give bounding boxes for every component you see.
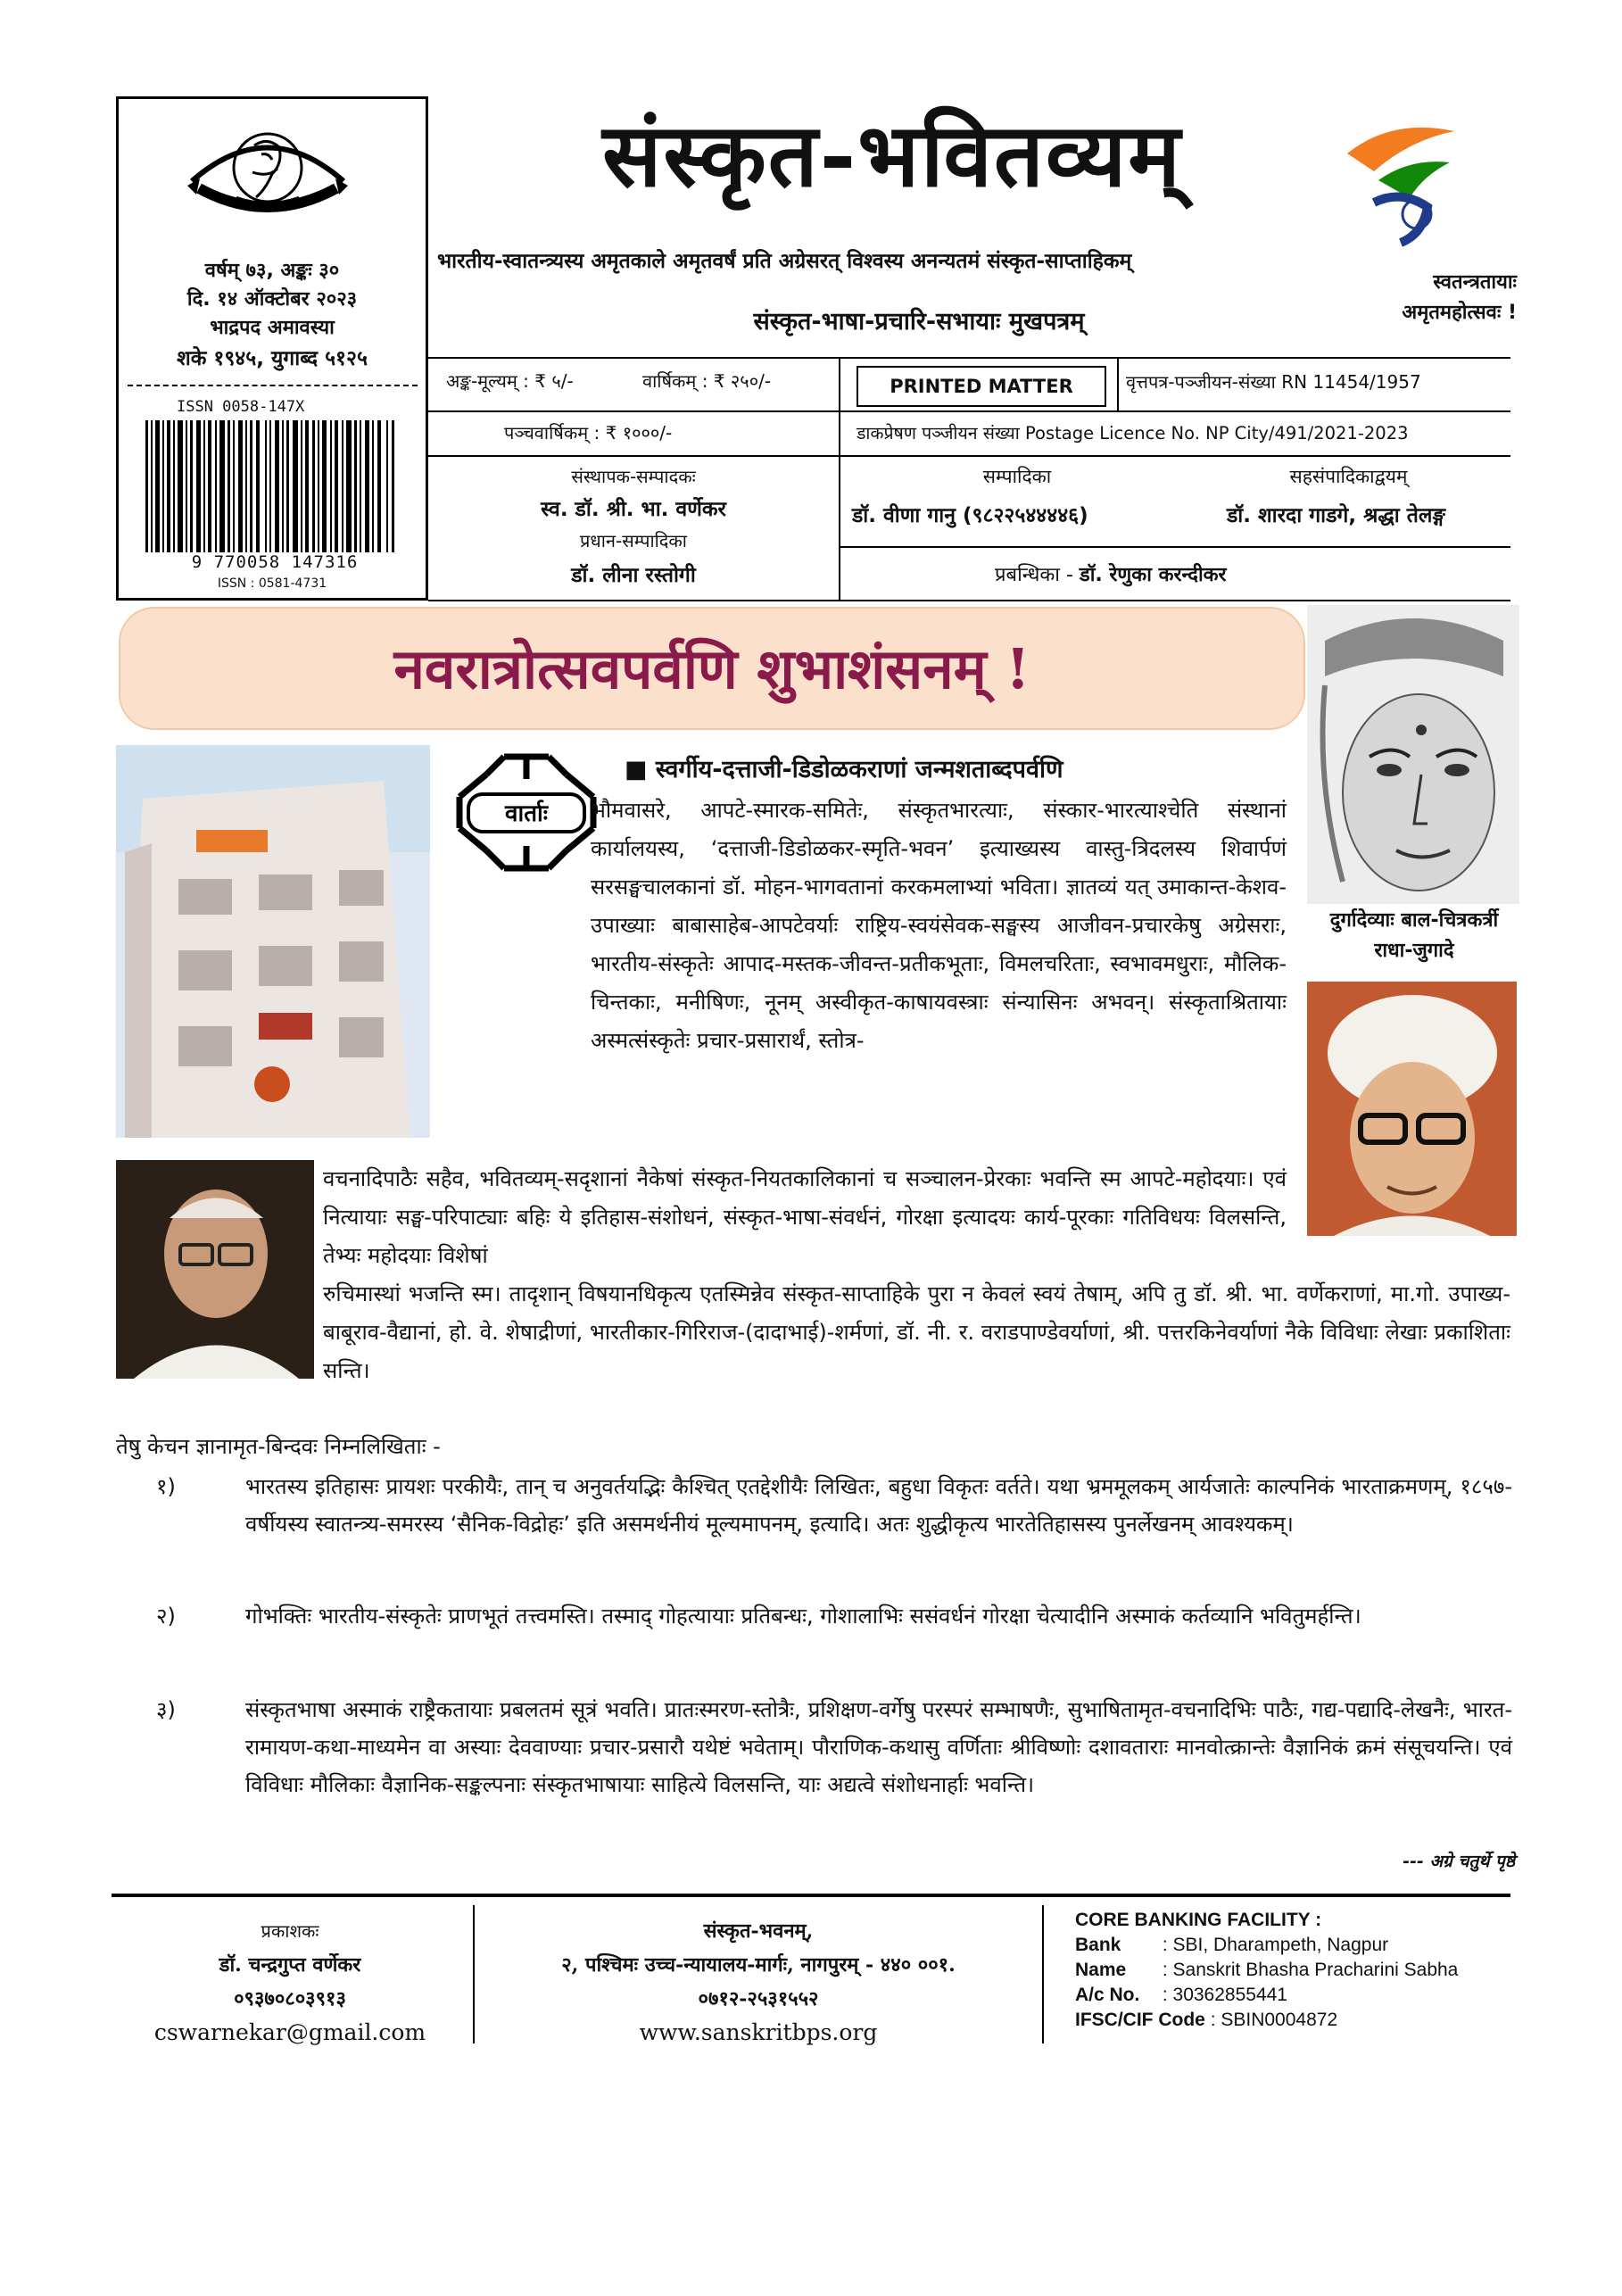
bank-value: : 30362855441 [1162, 1985, 1287, 2005]
dattaji-portrait-image [116, 1160, 314, 1379]
volume-issue: वर्षम् ७३, अङ्कः ३० [204, 260, 340, 282]
footer-rule [112, 1894, 1510, 1897]
apte-portrait-image [1307, 982, 1517, 1236]
masthead-tagline: संस्कृत-भाषा-प्रचारि-सभायाः मुखपत्रम् [753, 308, 1085, 336]
publisher-name: डॉ. चन्द्रगुप्त वर्णेकर [219, 1953, 361, 1977]
list-item [156, 1468, 1512, 1543]
publisher-phone: ०९३७०८०३९१३ [234, 1987, 346, 2010]
printed-matter-label: PRINTED MATTER [857, 366, 1106, 407]
bank-row [1075, 1958, 1521, 1983]
manager-name: डॉ. रेणुका करन्दीकर [1079, 564, 1227, 586]
website-link[interactable]: www.sanskritbps.org [639, 2019, 878, 2045]
issn-bottom: ISSN : 0581-4731 [217, 576, 327, 591]
bank-details [1075, 1908, 1521, 2033]
address-block [482, 1914, 1035, 2050]
publisher-label: प्रकाशकः [261, 1920, 319, 1942]
greeting-banner-text: नवरात्रोत्सवपर्वणि शुभाशंसनम् ! [393, 636, 1030, 701]
bank-title: CORE BANKING FACILITY : [1075, 1910, 1322, 1930]
price: अङ्क-मूल्यम् : ₹ ५/- [446, 370, 574, 392]
publisher-block [112, 1914, 468, 2050]
issue-tithi: भाद्रपद अमावस्या [210, 317, 335, 339]
azadi-line-1: स्वतन्त्रतायाः [1433, 271, 1517, 294]
news-badge-icon [451, 748, 602, 877]
bank-value: : Sanskrit Bhasha Pracharini Sabha [1162, 1960, 1459, 1980]
list-item-text: संस्कृतभाषा अस्माकं राष्ट्रैकतायाः प्रबलतमं सूत्रं भवति। प्रातःस्मरण-स्तोत्रैः, प्रशिक्षण-वर्गेषु परस्परं सम्भाषणैः, सुभाषितामृत-वचनादिभिः पाठैः, गद्य-पद्यादि-लेखनैः, भारत-रामायण-कथा-माध्यमेन वा अस्याः देववाण्याः प्रचार-प्रसारौ यथेष्टं भवेताम्। पौराणिक-कथासु वर्णिताः श्रीविष्णोः दशावताराः मानवोत्क्रान्तेः वैज्ञानिकं क्रमं संसूचयन्ति। एवं विविधाः मौलिकाः वैज्ञानिक-सङ्कल्पनाः संस्कृतभाषायाः साहित्ये विलसन्ति, याः अद्यत्वे संशोधनार्हाः भवन्ति। [245, 1697, 1512, 1797]
bank-row [1075, 1933, 1521, 1958]
postal-licence: डाकप्रेषण पञ्जीयन संख्या Postage Licence No. NP City/491/2021-2023 [857, 423, 1409, 443]
article-para-c [323, 1275, 1510, 1390]
azadi-logo-icon [1338, 118, 1463, 252]
bank-key: A/c No. [1075, 1985, 1140, 2005]
bank-key: Bank [1075, 1935, 1121, 1955]
coeditors-names: डॉ. शारदा गाडगे, श्रद्धा तेलङ्ग [1227, 504, 1445, 527]
article-list-intro: तेषु केचन ज्ञानामृत-बिन्दवः निम्नलिखिताः - [116, 1434, 441, 1459]
bank-key: Name [1075, 1960, 1127, 1980]
annual-subscription: वार्षिकम् : ₹ २५०/- [642, 370, 772, 392]
news-badge-label: वार्ताः [505, 800, 548, 827]
barcode [145, 420, 400, 572]
masthead-subtitle: भारतीय-स्वातन्त्र्यस्य अमृतकाले अमृतवर्षं प्रति अग्रेसरत् विश्वस्य अनन्यतमं संस्कृत-साप्ताहिकम् [437, 250, 1132, 273]
rule [428, 410, 1510, 412]
barcode-number: 9 770058 147316 [145, 552, 404, 572]
rule [1042, 1905, 1044, 2043]
bank-row [1075, 1983, 1521, 2008]
issue-info-box [116, 96, 428, 601]
registration-number: वृत्तपत्र-पञ्जीयन-संख्या RN 11454/1957 [1126, 371, 1421, 393]
durga-caption [1298, 906, 1530, 966]
bank-key: IFSC/CIF Code [1075, 2010, 1205, 2030]
founder-name: स्व. डॉ. श्री. भा. वर्णेकर [541, 498, 726, 521]
rule [839, 546, 1510, 548]
masthead-title: संस्कृत-भवितव्यम् [602, 104, 1182, 207]
bank-value: : SBI, Dharampeth, Nagpur [1162, 1935, 1389, 1955]
founder-label: संस्थापक-सम्पादकः [571, 466, 696, 487]
bank-value: : SBIN0004872 [1210, 2010, 1338, 2030]
durga-caption-line-2: राधा-जुगादे [1374, 940, 1454, 962]
address-line: २, पश्चिमः उच्च-न्यायालय-मार्गः, नागपुरम् - ४४० ००१. [561, 1953, 956, 1977]
issn-label: ISSN 0058-147X [177, 398, 305, 416]
list-item-text: भारतस्य इतिहासः प्रायशः परकीयैः, तान् च अनुवर्तयद्भिः कैश्चित् एतद्देशीयैः लिखितः, बहुधा विकृतः वर्तते। यथा भ्रममूलकम् आर्यजातेः काल्पनिकं भारताक्रमणम्, १८५७-वर्षीयस्य स्वातन्त्र्य-समरस्य ‘सैनिक-विद्रोहः’ इति असमर्थनीयं मूल्यमापनम्, इत्यादि। अतः शुद्धीकृत्य भारतेतिहासस्य पुनर्लेखनम् आवश्यकम्। [245, 1474, 1512, 1537]
article-headline: ■ स्वर्गीय-दत्ताजी-डिडोळकराणां जन्मशताब्दपर्वणि [625, 756, 1063, 783]
bank-row [1075, 2008, 1521, 2033]
list-item [156, 1691, 1512, 1803]
issue-date: दि. १४ ऑक्टोबर २०२३ [186, 288, 358, 311]
durga-caption-line-1: दुर्गादेव्याः बाल-चित्रकर्त्री [1329, 909, 1499, 932]
rule [428, 357, 1510, 359]
publisher-email[interactable]: cswarnekar@gmail.com [153, 2019, 426, 2045]
article-paragraph-b: वचनादिपाठैः सहैव, भवितव्यम्-सदृशानां नैकेषां संस्कृत-नियतकालिकानां च सञ्चालन-प्रेरकाः भवन्ति स्म आपटे-महोदयाः। एवं नित्यायाः सङ्घ-परिपाट्याः बहिः ये इतिहास-संशोधनं, संस्कृत-भाषा-संवर्धनं, गोरक्षा इत्यादयः कार्य-पूरकाः गतिविधयः विलसन्ति, तेभ्यः महोदयाः विशेषां [323, 1166, 1287, 1268]
address-title: संस्कृत-भवनम्, [703, 1919, 814, 1943]
rule [839, 357, 840, 600]
smriti-bhavan-building-photo [116, 745, 430, 1138]
azadi-line-2: अमृतमहोत्सवः ! [1402, 302, 1517, 324]
article-paragraph-a: भौमवासरे, आपटे-स्मारक-समितेः, संस्कृतभारत्याः, संस्कार-भारत्याश्चेति संस्थानां कार्यालयस्य, ‘दत्ताजी-डिडोळकर-स्मृति-भवन’ इत्याख्यस्य वास्तु-त्रिदलस्य शिवार्पणं सरसङ्घचालकानां डॉ. मोहन-भागवतानां करकमलाभ्यां भविता। ज्ञातव्यं यत् उमाकान्त-केशव-उपाख्याः बाबासाहेब-आपटेवर्याः राष्ट्रिय-स्वयंसेवक-सङ्घस्य आजीवन-प्रचारकेषु अग्रेसराः, भारतीय-संस्कृतेः आपाद-मस्तक-जीवन्त-प्रतीकभूताः, विमलचरिताः, स्वभावमधुराः, मौलिक-चिन्तकाः, मनीषिणः, नूनम् अस्वीकृत-काषायवस्त्राः संन्यासिनः अभवन्। संस्कृताश्रितायाः अस्मत्संस्कृतेः प्रचार-प्रसारार्थं, स्तोत्र- [591, 798, 1287, 1053]
list-item-text: गोभक्तिः भारतीय-संस्कृतेः प्राणभूतं तत्त्वमस्ति। तस्माद् गोहत्यायाः प्रतिबन्धः, गोशालाभिः ससंवर्धनं गोरक्षा चेत्यादीनि अस्माकं कर्तव्यानि भवितुमर्हन्ति। [245, 1604, 1361, 1629]
rule [428, 455, 1510, 457]
issue-shaka: शके १९४५, युगाब्द ५१२५ [177, 347, 368, 370]
editor-label: सम्पादिका [982, 466, 1052, 487]
article-para-a-top [591, 792, 1287, 1060]
editor-name: डॉ. वीणा गानु (९८२२५४४४४६) [852, 504, 1088, 527]
rule [473, 1905, 475, 2043]
article-paragraph-c: रुचिमास्थां भजन्ति स्म। तादृशान् विषयानधिकृत्य एतस्मिन्नेव संस्कृत-साप्ताहिके पुरा न केवलं स्वयं तेषाम्, अपि तु डॉ. श्री. भा. वर्णेकराणां, मा.गो. उपाख्य-बाबूराव-वैद्यानां, हो. वे. शेषाद्रीणां, भारतीकार-गिरिराज-(दादाभाई)-शर्मणां, डॉ. नी. र. वराडपाण्डेवर्याणां, श्री. पत्तरकिनेवर्याणां नैके विविधाः लेखाः प्रकाशिताः सन्ति। [323, 1281, 1510, 1383]
manager-label: प्रबन्धिका - [995, 564, 1080, 586]
rule [428, 600, 1510, 601]
sabha-emblem-icon [183, 119, 352, 235]
manager [995, 560, 1227, 587]
coeditors-label: सहसंपादिकाद्वयम् [1289, 466, 1408, 487]
article-para-b [323, 1160, 1287, 1275]
five-year-subscription: पञ्चवार्षिकम् : ₹ १०००/- [504, 422, 673, 443]
address-phone: ०७१२-२५३१५५२ [698, 1987, 819, 2010]
list-item-number: १) [156, 1474, 176, 1499]
rule [1117, 357, 1119, 410]
list-item-number: ३) [156, 1697, 176, 1722]
chief-editor-label: प्रधान-सम्पादिका [580, 530, 687, 551]
chief-editor-name: डॉ. लीना रस्तोगी [571, 564, 696, 587]
list-item [156, 1597, 1512, 1635]
continued-note: --- अग्रे चतुर्थे पृष्ठे [1403, 1852, 1515, 1871]
azadi-label [1320, 268, 1517, 328]
list-item-number: २) [156, 1604, 176, 1629]
durga-sketch-image [1307, 605, 1519, 904]
